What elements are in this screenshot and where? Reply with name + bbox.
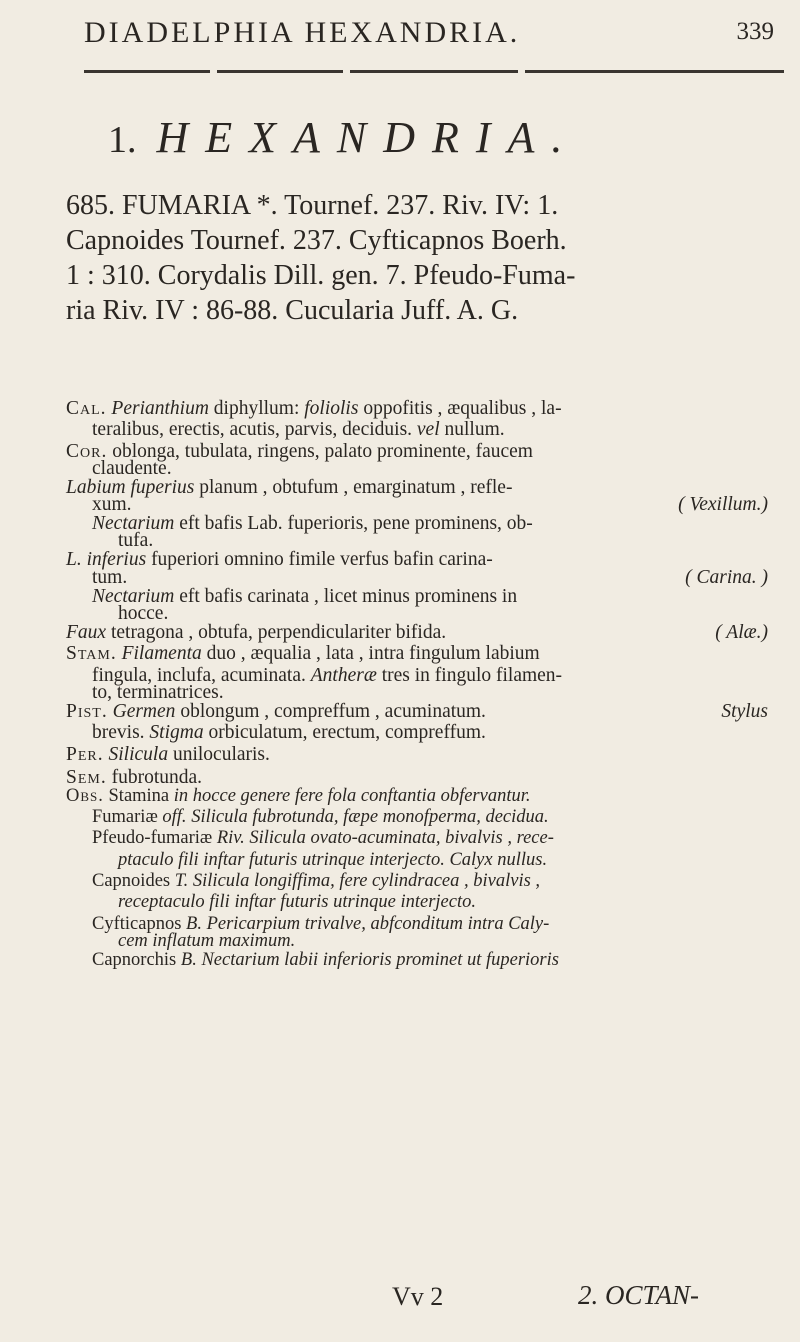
text: eft bafis carinata , licet minus prominens in bbox=[174, 585, 518, 607]
term: ( Carina. ) bbox=[685, 566, 768, 588]
desc-line bbox=[66, 871, 776, 892]
text: claudente. bbox=[92, 457, 172, 479]
term: Perianthium bbox=[106, 398, 209, 419]
term: Nectarium bbox=[92, 513, 175, 535]
character-description bbox=[66, 398, 776, 971]
desc-line bbox=[66, 419, 776, 440]
term: Labium fuperius bbox=[66, 476, 195, 498]
genus-line-text: Capnoides Tournef. 237. Cyfticapnos Boerh. bbox=[66, 225, 567, 256]
text: Capnoides bbox=[92, 871, 175, 892]
text: duo , æqualia , lata , intra fingulum labium bbox=[201, 643, 540, 665]
term: Stylus bbox=[721, 700, 768, 722]
text: hocce. bbox=[118, 603, 169, 625]
section-label: Obs. bbox=[66, 785, 104, 806]
genus-line-text: ria Riv. IV : 86-88. Cucularia Juff. A. G. bbox=[66, 295, 519, 326]
term: Faux bbox=[66, 622, 107, 644]
desc-line bbox=[66, 892, 776, 913]
text: tres in fingulo filamen- bbox=[376, 664, 563, 686]
text: eft bafis Lab. fuperioris, pene prominens, ob- bbox=[174, 513, 533, 535]
term: T. bbox=[174, 871, 193, 892]
desc-line bbox=[66, 744, 776, 765]
term: ptaculo fili inftar futuris utrinque interjecto. bbox=[118, 849, 450, 870]
term: Silicula fubrotunda, fæpe monofperma, decidua. bbox=[191, 807, 549, 828]
text: orbiculatum, erectum, compreffum. bbox=[203, 722, 486, 744]
section-number: 1. bbox=[108, 119, 137, 161]
desc-line bbox=[66, 622, 776, 643]
term: Germen bbox=[107, 700, 176, 722]
text: fubrotunda. bbox=[106, 766, 203, 788]
term: Silicula longiffima, fere cylindracea , bivalvis , bbox=[192, 871, 541, 892]
term: Pericarpium trivalve, abfconditum intra Caly- bbox=[206, 913, 550, 934]
catchword: 2. OCTAN- bbox=[578, 1280, 700, 1310]
term: cem inflatum maximum. bbox=[118, 930, 296, 951]
section-label: Pist. bbox=[66, 700, 108, 722]
text: to, terminatrices. bbox=[92, 681, 224, 703]
text: fuperiori omnino fimile verfus bafin carina- bbox=[146, 549, 493, 571]
desc-line bbox=[66, 530, 776, 552]
text: nullum. bbox=[439, 419, 505, 441]
section-label: Sem. bbox=[66, 766, 107, 788]
term: B. bbox=[186, 913, 207, 934]
text: Capnorchis bbox=[92, 949, 181, 970]
section-name: HEXANDRIA. bbox=[156, 113, 580, 162]
section-label: Cal. bbox=[66, 398, 107, 419]
text: diphyllum: bbox=[208, 398, 305, 419]
desc-line bbox=[66, 441, 776, 462]
text: teralibus, erectis, acutis, parvis, deciduis. bbox=[92, 419, 417, 441]
term: B. bbox=[180, 949, 202, 970]
text: Pfeudo-fumariæ bbox=[92, 828, 217, 849]
running-head bbox=[84, 16, 784, 52]
text: tufa. bbox=[118, 530, 154, 552]
term: Riv. bbox=[216, 828, 250, 849]
text: oblonga, tubulata, ringens, palato prominente, faucem bbox=[107, 440, 533, 462]
text: xum. bbox=[92, 494, 132, 516]
section-label: Stam. bbox=[66, 643, 117, 665]
desc-line bbox=[66, 549, 776, 570]
genus-entry bbox=[66, 188, 776, 328]
desc-line bbox=[66, 586, 776, 607]
term: ( Vexillum.) bbox=[678, 494, 768, 516]
term: Antheræ bbox=[310, 664, 377, 686]
desc-line bbox=[66, 477, 776, 498]
text: Fumariæ bbox=[92, 807, 163, 828]
term: Stigma bbox=[149, 722, 204, 744]
term: off. bbox=[162, 807, 192, 828]
text: unilocularis. bbox=[168, 743, 270, 765]
genus-line-3 bbox=[66, 258, 776, 293]
term: vel bbox=[416, 419, 440, 441]
text: oppofitis , æqualibus , la- bbox=[358, 398, 562, 419]
term: Calyx nullus. bbox=[449, 849, 548, 870]
desc-line bbox=[66, 513, 776, 534]
term: foliolis bbox=[304, 398, 359, 419]
text: planum , obtufum , emarginatum , refle- bbox=[194, 476, 513, 498]
text: oblongum , compreffum , acuminatum. bbox=[175, 700, 486, 722]
desc-line bbox=[66, 930, 776, 951]
genus-line-4 bbox=[66, 293, 776, 328]
desc-line bbox=[66, 457, 776, 479]
desc-line bbox=[66, 681, 776, 703]
genus-line-2 bbox=[66, 223, 776, 258]
term: Filamenta bbox=[116, 643, 202, 665]
genus-line-text: 685. FUMARIA *. Tournef. 237. Riv. IV: 1. bbox=[66, 190, 559, 221]
genus-line-1 bbox=[66, 188, 776, 223]
desc-line bbox=[66, 398, 776, 419]
page-number: 339 bbox=[736, 18, 774, 45]
desc-line bbox=[66, 603, 776, 625]
term: Nectarium labii inferioris prominet ut fuperioris bbox=[201, 949, 559, 970]
text: Cyfticapnos bbox=[92, 913, 187, 934]
desc-line bbox=[66, 807, 776, 828]
text: Stamina bbox=[103, 785, 174, 806]
header-rule bbox=[84, 70, 784, 73]
text: tum. bbox=[92, 566, 128, 588]
text: fingula, inclufa, acuminata. bbox=[92, 664, 311, 686]
desc-line bbox=[66, 828, 776, 849]
term: Silicula ovato-acuminata, bivalvis , rece- bbox=[249, 828, 554, 849]
signature-mark: Vv 2 bbox=[392, 1282, 444, 1311]
section-label: Cor. bbox=[66, 440, 108, 462]
desc-line bbox=[66, 766, 776, 788]
section-heading bbox=[108, 112, 708, 164]
term: Nectarium bbox=[92, 585, 175, 607]
section-label: Per. bbox=[66, 743, 104, 765]
desc-line bbox=[66, 950, 776, 971]
text: brevis. bbox=[92, 722, 150, 744]
desc-line bbox=[66, 643, 776, 664]
text: tetragona , obtufa, perpendiculariter bifida. bbox=[106, 622, 447, 644]
term: ( Alæ.) bbox=[715, 622, 768, 644]
term: Silicula bbox=[103, 743, 169, 765]
term: receptaculo fili inftar futuris utrinque interjecto. bbox=[118, 892, 476, 913]
genus-line-text: 1 : 310. Corydalis Dill. gen. 7. Pfeudo-Fuma- bbox=[66, 260, 576, 291]
desc-line bbox=[66, 786, 776, 807]
term: in hocce genere fere fola conftantia obfervantur. bbox=[173, 785, 531, 806]
term: L. inferius bbox=[66, 549, 147, 571]
running-title: DIADELPHIA HEXANDRIA. bbox=[84, 16, 521, 49]
desc-line bbox=[66, 701, 776, 722]
desc-line bbox=[66, 566, 776, 588]
desc-line bbox=[66, 850, 776, 871]
desc-line bbox=[66, 494, 776, 516]
desc-line bbox=[66, 722, 776, 743]
